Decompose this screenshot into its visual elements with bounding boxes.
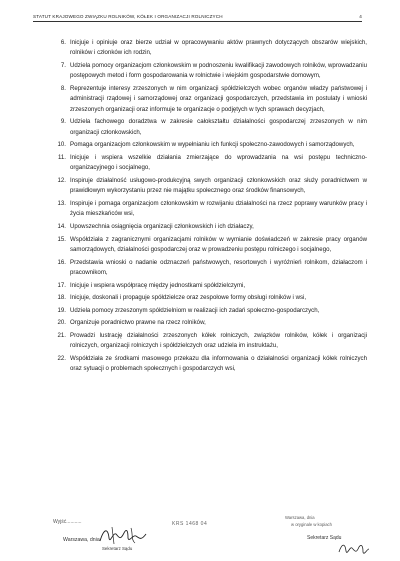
list-item — [53, 199, 367, 220]
item-number: 19. — [57, 306, 66, 314]
item-text: Pomaga organizacjom członkowskim w wypełnianiu ich funkcji społeczno-zawodowych i samorządowych, — [70, 141, 355, 149]
list-item — [53, 117, 367, 138]
list-item — [53, 258, 367, 279]
item-number: 7. — [60, 62, 66, 69]
list-item — [53, 153, 367, 174]
item-number: 15. — [57, 235, 66, 243]
item-text: Współdziała z zagranicznymi organizacjami rolników w wymianie doświadczeń w zakresie pracy organów samorządowych, działalności gospodarczej oraz w prowadzeniu postępu rolniczego i socjalnego, — [70, 235, 367, 253]
item-number: 22. — [57, 354, 66, 362]
list-item — [53, 38, 367, 59]
item-text: Inicjuje, doskonali i propaguje spółdzielcze oraz zespołowe formy obsługi rolników i wsi, — [70, 294, 307, 302]
item-text: Inspiruje i pomaga organizacjom członkowskim w rozwijaniu działalności na rzecz poprawy warunków pracy i życia mieszkańców wsi, — [70, 200, 367, 218]
header-title: STATUT KRAJOWEGO ZWIĄZKU ROLNIKÓW, KÓŁEK I ORGANIZACJI ROLNICZYCH — [33, 14, 223, 19]
list-item — [53, 293, 367, 303]
list-item — [53, 318, 367, 328]
item-text: Współdziała ze środkami masowego przekazu dla informowania o działalności organizacji kółek rolniczych oraz sytuacji o problemach społecznych i gospodarczych wsi, — [70, 354, 367, 373]
list-item — [53, 331, 367, 352]
signature-left — [98, 524, 150, 548]
item-number: 16. — [57, 258, 66, 266]
item-number: 9. — [60, 118, 66, 126]
signer-title: Sekretarz Sądu — [102, 546, 133, 551]
item-text: Przedstawia wnioski o nadanie odznaczeń państwowych, resortowych i wyróżnień rolnikom, działaczom i pracownikom, — [70, 258, 367, 276]
item-text: Upowszechnia osiągnięcia organizacji członkowskich i ich działaczy, — [70, 223, 254, 230]
item-text: Inicjuje i wspiera współpracę między jednostkami spółdzielczymi, — [70, 281, 246, 289]
item-text: Inicjuje i opiniuje oraz bierze udział w opracowywaniu aktów prawnych dotyczących obszarów wiejskich, rolników i członków ich rodzin, — [70, 39, 367, 57]
list-item — [53, 222, 367, 232]
stamp-right-title: Sekretarz Sądu — [307, 535, 342, 541]
list-item — [53, 354, 367, 375]
list-item — [53, 140, 367, 150]
list-item — [53, 61, 367, 82]
item-number: 12. — [57, 177, 66, 184]
item-number: 21. — [57, 331, 66, 339]
item-text: Organizuje poradnictwo prawne na rzecz rolników, — [70, 319, 206, 327]
stamp-right-copies: w oryginale w kopiach — [291, 522, 332, 527]
item-text: Reprezentuje interesy zrzeszonych w nim organizacji spółdzielczych wobec organów władzy państwowej i administracji rządowej i samorządowej oraz organizacji gospodarczych, przedstawia im postulaty i wnioski zrzeszonych organizacji oraz informuje te organizacje o podjętych w tych sprawach decyzjach, — [70, 85, 367, 113]
item-number: 8. — [60, 85, 66, 92]
court-stamp-right — [285, 515, 370, 559]
stamp-right-date: Warszawa, dnia — [285, 515, 315, 520]
signature-right — [337, 540, 371, 558]
item-text: Inicjuje i wspiera wszelkie działania zmierzające do wprowadzania na wsi postępu techniczno-organizacyjnego i socjalnego, — [70, 154, 367, 172]
page-header — [33, 14, 362, 22]
item-text: Udziela fachowego doradztwa w zakresie całokształtu działalności gospodarczej zrzeszonych w nim organizacji członkowskich, — [70, 118, 367, 136]
item-number: 6. — [60, 39, 66, 46]
item-number: 18. — [57, 294, 66, 302]
list-item — [53, 84, 367, 115]
page-number: 4 — [359, 14, 362, 19]
list-item — [53, 176, 367, 197]
item-number: 14. — [57, 223, 66, 230]
document-number: KRS 1468 04 — [172, 521, 208, 527]
item-text: Udziela pomocy organizacjom członkowskim w podnoszeniu kwalifikacji zawodowych rolników, wprowadzaniu postępowych metod i form gospodarowania w rolnictwie i wiejskim gospodarstwie domowym, — [70, 62, 367, 80]
item-number: 11. — [57, 154, 66, 161]
list-item — [53, 281, 367, 291]
stamp-text: Wyjść........... — [53, 519, 82, 525]
item-number: 10. — [57, 141, 66, 149]
item-text: Udziela pomocy zrzeszonym spółdzielniom w realizacji ich zadań społeczno-gospodarczych, — [70, 306, 320, 314]
item-text: Inspiruje działalność usługowo-produkcyjną swych organizacji członkowskich oraz służy poradnictwem w prawidłowym wykorzystaniu przez nie majątku społecznego oraz środków finansowych, — [70, 177, 367, 195]
list-item — [53, 235, 367, 256]
list-item — [53, 306, 367, 316]
statute-list — [53, 38, 367, 377]
item-text: Prowadzi lustrację działalności zrzeszonych kółek rolniczych, związków rolników, kółek i organizacji rolniczych, organizacji rolniczych i spółdzielczych oraz udziela im instruktażu, — [70, 331, 367, 350]
item-number: 20. — [57, 319, 66, 327]
item-number: 13. — [57, 200, 66, 207]
item-number: 17. — [57, 281, 66, 289]
stamp-date-label: Warszawa, dnia — [63, 537, 100, 543]
